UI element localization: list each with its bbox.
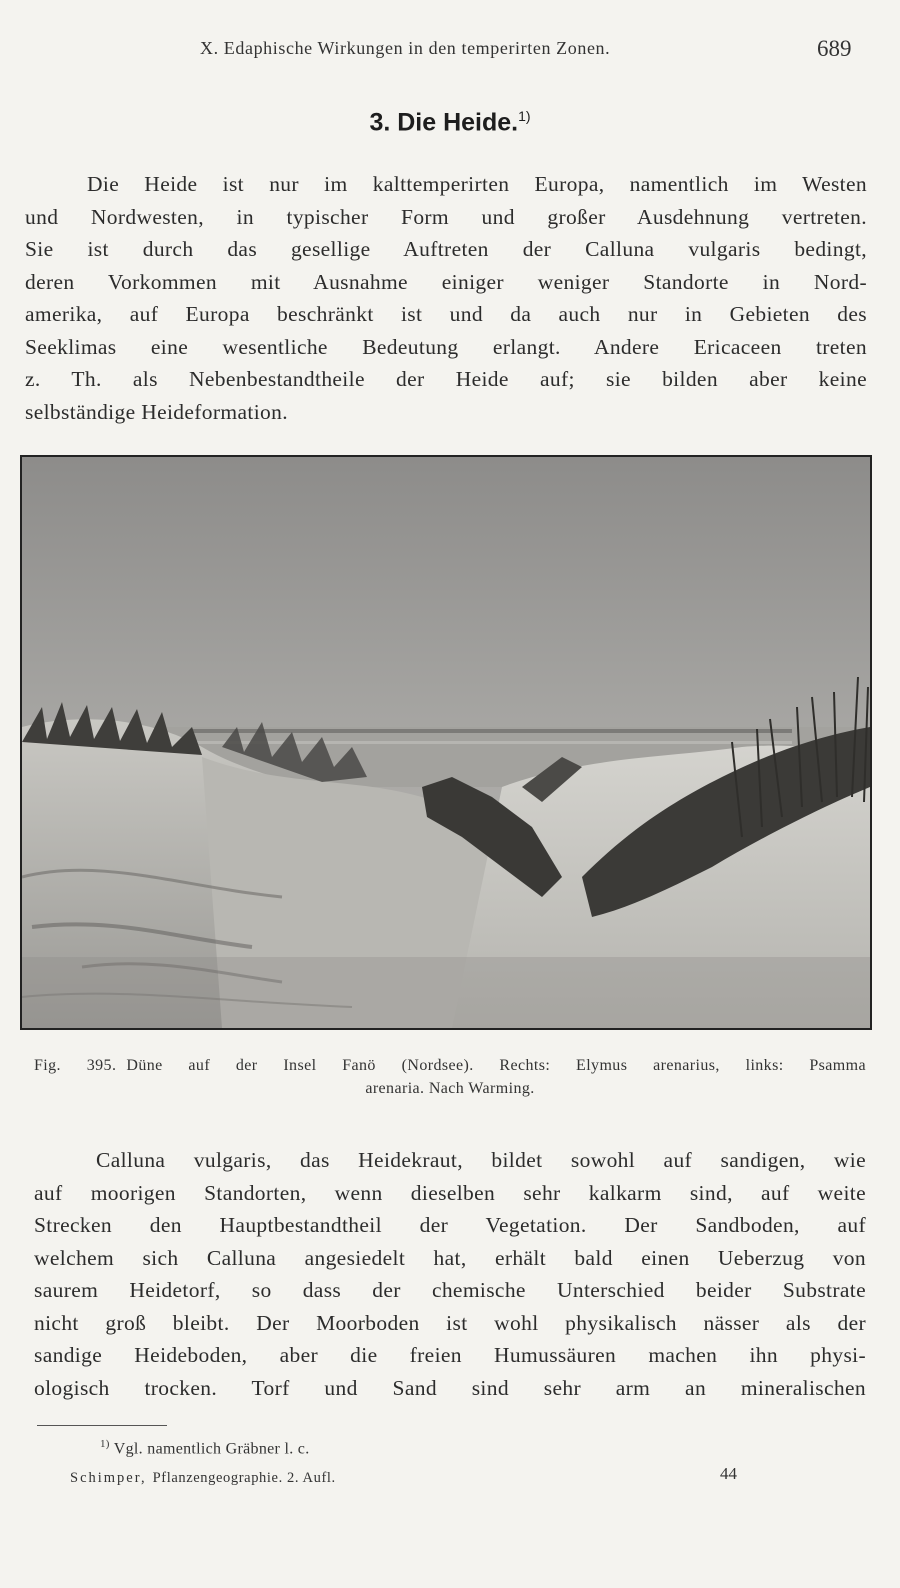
signature-work: Pflanzengeographie. 2. Aufl. [152,1470,336,1486]
sheet-number: 44 [720,1464,737,1483]
caption-line-1 [34,1054,866,1077]
text-line: Seeklimas eine wesentliche Bedeutung erlangt. Andere Ericaceen treten [25,334,867,359]
paragraph-calluna [34,1144,866,1404]
paragraph-heide-intro [25,168,867,428]
text-line: welchem sich Calluna angesiedelt hat, erhält bald einen Ueberzug von [34,1245,866,1270]
text-line: und Nordwesten, in typischer Form und großer Ausdehnung vertreten. [25,204,867,229]
running-head [0,38,900,68]
figure-number: Fig. 395. [34,1057,117,1074]
text-line: Die Heide ist nur im kalttemperirten Europa, namentlich im Westen [87,172,867,196]
dune-photograph-image [22,457,870,1028]
footnote-text: Vgl. namentlich Gräbner l. c. [113,1440,310,1458]
text-line: nicht groß bleibt. Der Moorboden ist wohl physikalisch nässer als der [34,1310,866,1335]
running-head-title: X. Edaphische Wirkungen in den temperirten Zonen. [200,38,611,58]
text-line: selbständige Heideformation. [25,399,288,424]
text-line: amerika, auf Europa beschränkt ist und da auch nur in Gebieten des [25,302,867,326]
section-title [0,108,900,137]
text-line: auf moorigen Standorten, wenn dieselben sehr kalkarm sind, auf weite [34,1180,866,1205]
text-line: Sie ist durch das gesellige Auftreten der Calluna vulgaris bedingt, [25,237,867,261]
dune-photograph [20,455,872,1030]
footnote [100,1438,310,1458]
section-title-text: 3. Die Heide. [369,108,519,137]
text-line: Calluna vulgaris, das Heidekraut, bildet sowohl auf sandigen, wie [96,1148,866,1172]
text-line: deren Vorkommen mit Ausnahme einiger weniger Standorte in Nord- [25,269,867,294]
footnote-mark: 1) [100,1438,110,1450]
page-number: 689 [817,36,852,61]
section-footnote-mark: 1) [518,108,531,124]
text-line: saurem Heidetorf, so dass der chemische Unterschied beider Substrate [34,1278,866,1302]
figure-caption [34,1054,866,1100]
printer-signature [70,1470,336,1487]
text-line: ologisch trocken. Torf und Sand sind sehr arm an mineralischen [34,1375,866,1400]
caption-text: Düne auf der Insel Fanö (Nordsee). Rechts: Elymus arenarius, links: Psamma [126,1057,866,1074]
text-line: z. Th. als Nebenbestandtheile der Heide auf; sie bilden aber keine [25,367,867,391]
text-line: Strecken den Hauptbestandtheil der Vegetation. Der Sandboden, auf [34,1213,866,1237]
footnote-rule [37,1425,167,1426]
text-line: sandige Heideboden, aber die freien Humussäuren machen ihn physi- [34,1343,866,1367]
signature-author: Schimper, [70,1470,147,1486]
caption-line-2: arenaria. Nach Warming. [365,1080,535,1097]
